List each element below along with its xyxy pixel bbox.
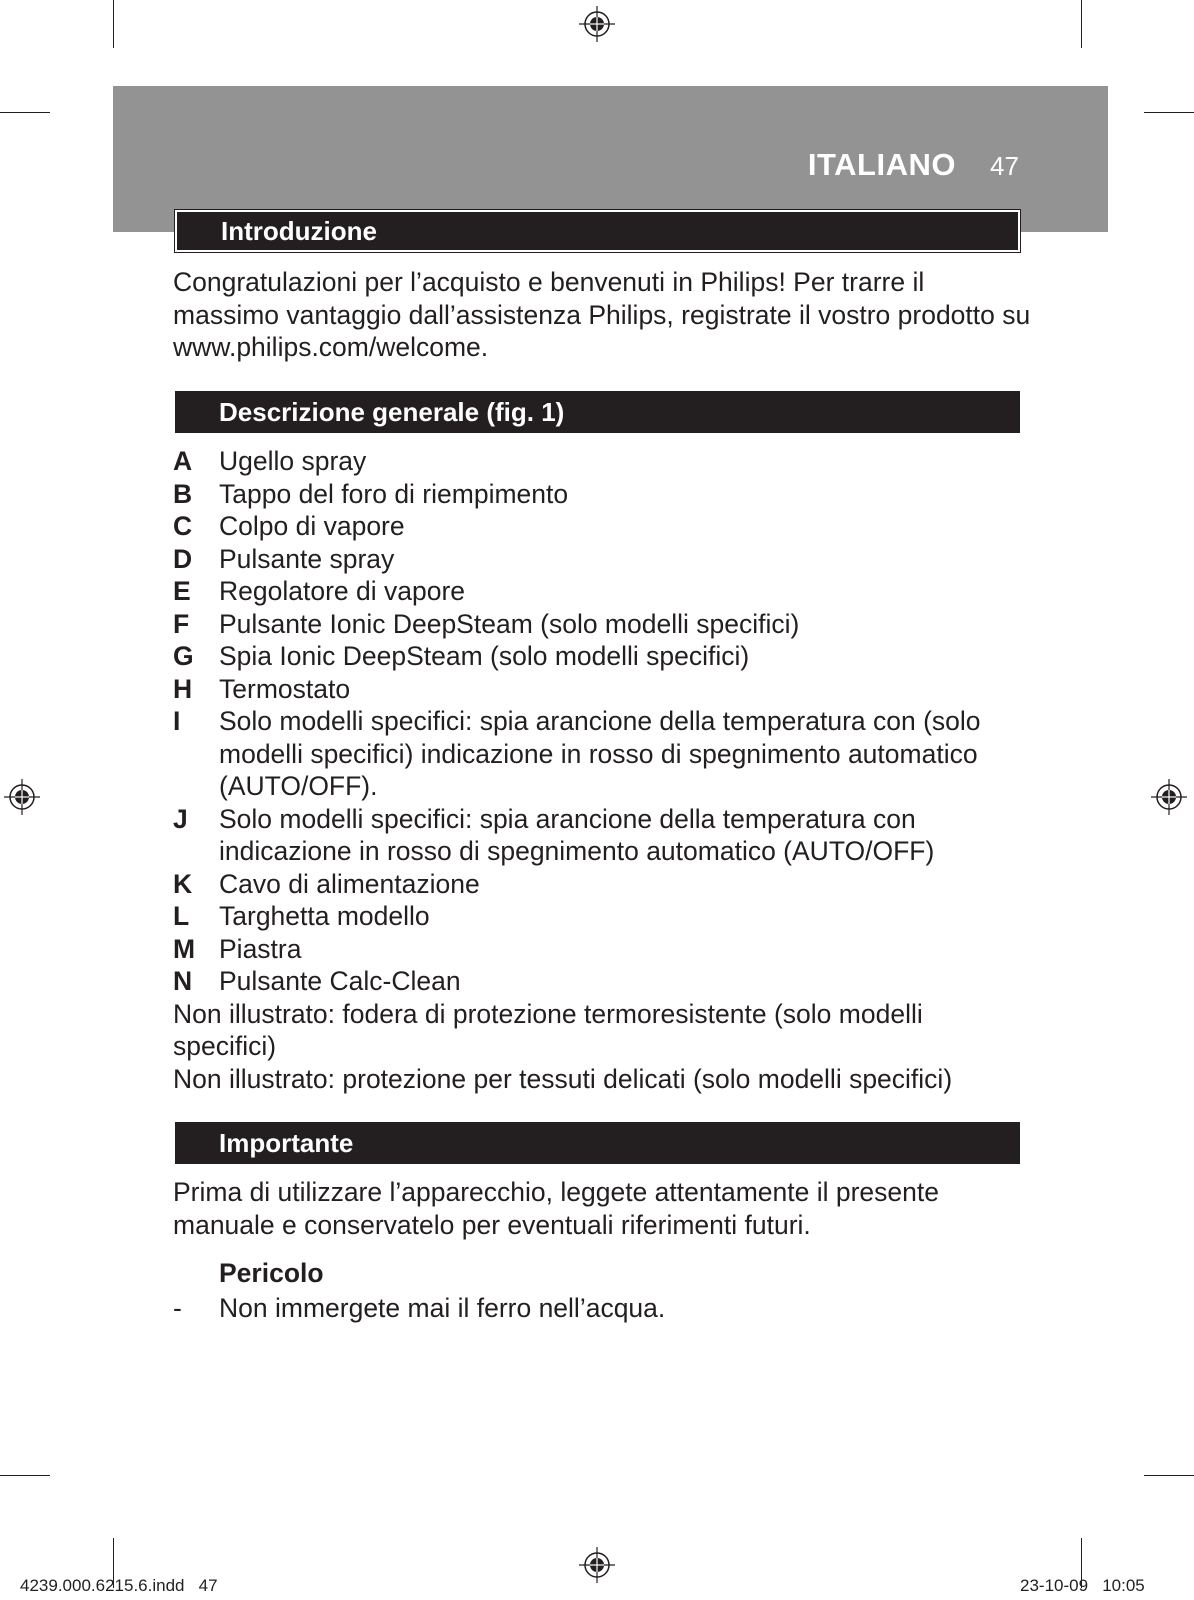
item-letter: C [173, 511, 193, 541]
section-header-important [175, 1122, 1020, 1164]
list-item [173, 510, 1033, 543]
list-item [173, 933, 1033, 966]
item-letter: H [173, 673, 193, 704]
danger-heading: Pericolo [219, 1258, 324, 1288]
list-item [173, 543, 1033, 576]
item-letter: M [173, 933, 196, 964]
item-letter: A [173, 446, 193, 476]
item-letter: B [173, 478, 193, 509]
list-item [173, 640, 1033, 673]
crop-mark [113, 0, 114, 48]
item-text: Spia Ionic DeepSteam (solo modelli specifici) [219, 641, 750, 671]
list-item [173, 705, 1033, 803]
language-title: ITALIANO [807, 147, 956, 182]
list-item [173, 900, 1033, 933]
registration-mark-icon [1150, 778, 1188, 816]
important-paragraph: Prima di utilizzare l’apparecchio, leggete attentamente il presente manuale e conservatelo per eventuali riferimenti futuri. [173, 1177, 939, 1240]
section-title: Importante [219, 1128, 354, 1158]
list-item [173, 673, 1033, 706]
list-item [173, 965, 1033, 998]
item-text: Cavo di alimentazione [219, 868, 480, 899]
item-text: Termostato [219, 673, 351, 704]
registration-mark-icon [578, 5, 616, 43]
section-title: Introduzione [221, 216, 377, 246]
list-item [173, 803, 1033, 868]
item-letter: J [173, 803, 188, 834]
item-letter: L [173, 901, 190, 931]
note-text: Non illustrato: fodera di protezione termoresistente (solo modelli specifici) [173, 998, 923, 1061]
item-letter: E [173, 576, 191, 606]
page-number: 47 [990, 151, 1019, 181]
registration-mark-icon [3, 778, 41, 816]
item-text: Ugello spray [219, 446, 367, 476]
section-header-intro [175, 210, 1020, 252]
intro-paragraph: Congratulazioni per l’acquisto e benvenuti in Philips! Per trarre il massimo vantaggio dall’assistenza Philips, registrate il vostro prodotto su www.philips.com/welcome. [173, 267, 1031, 362]
item-text: Solo modelli specifici: spia arancione della temperatura con indicazione in rosso di spegnimento automatico (AUTO/OFF) [219, 803, 935, 866]
item-text: Pulsante Calc-Clean [219, 966, 461, 996]
item-letter: K [173, 868, 193, 899]
danger-item [173, 1292, 665, 1325]
item-letter: G [173, 641, 194, 671]
list-item [173, 445, 1033, 478]
item-letter: D [173, 543, 193, 574]
danger-item-text: Non immergete mai il ferro nell’acqua. [219, 1293, 666, 1323]
section-header-overview [175, 391, 1020, 433]
list-item [173, 478, 1033, 511]
item-text: Pulsante spray [219, 543, 395, 574]
item-text: Targhetta modello [219, 901, 430, 931]
item-text: Solo modelli specifici: spia arancione della temperatura con (solo modelli specifici) indicazione in rosso di spegnimento automatico (AUTO/OFF). [219, 706, 981, 801]
list-item [173, 575, 1033, 608]
crop-mark [0, 1475, 50, 1476]
item-letter: I [173, 706, 181, 736]
item-text: Regolatore di vapore [219, 576, 466, 606]
item-text: Colpo di vapore [219, 511, 405, 541]
list-item [173, 608, 1033, 641]
crop-mark [0, 112, 50, 113]
item-letter: F [173, 608, 190, 639]
item-letter: N [173, 966, 193, 996]
slug-filename: 4239.000.6215.6.indd 47 [20, 1576, 218, 1595]
parts-list [173, 445, 1033, 1095]
bullet-dash: - [173, 1293, 182, 1323]
note-text: Non illustrato: protezione per tessuti delicati (solo modelli specifici) [173, 1063, 953, 1094]
list-item [173, 868, 1033, 901]
crop-mark [1144, 112, 1194, 113]
crop-mark [1081, 0, 1082, 48]
item-text: Piastra [219, 933, 302, 964]
registration-mark-icon [578, 1546, 616, 1584]
item-text: Pulsante Ionic DeepSteam (solo modelli specifici) [219, 608, 800, 639]
section-title: Descrizione generale (fig. 1) [219, 397, 565, 427]
slug-datetime: 23-10-09 10:05 [1020, 1576, 1145, 1595]
crop-mark [1144, 1475, 1194, 1476]
item-text: Tappo del foro di riempimento [219, 478, 569, 509]
